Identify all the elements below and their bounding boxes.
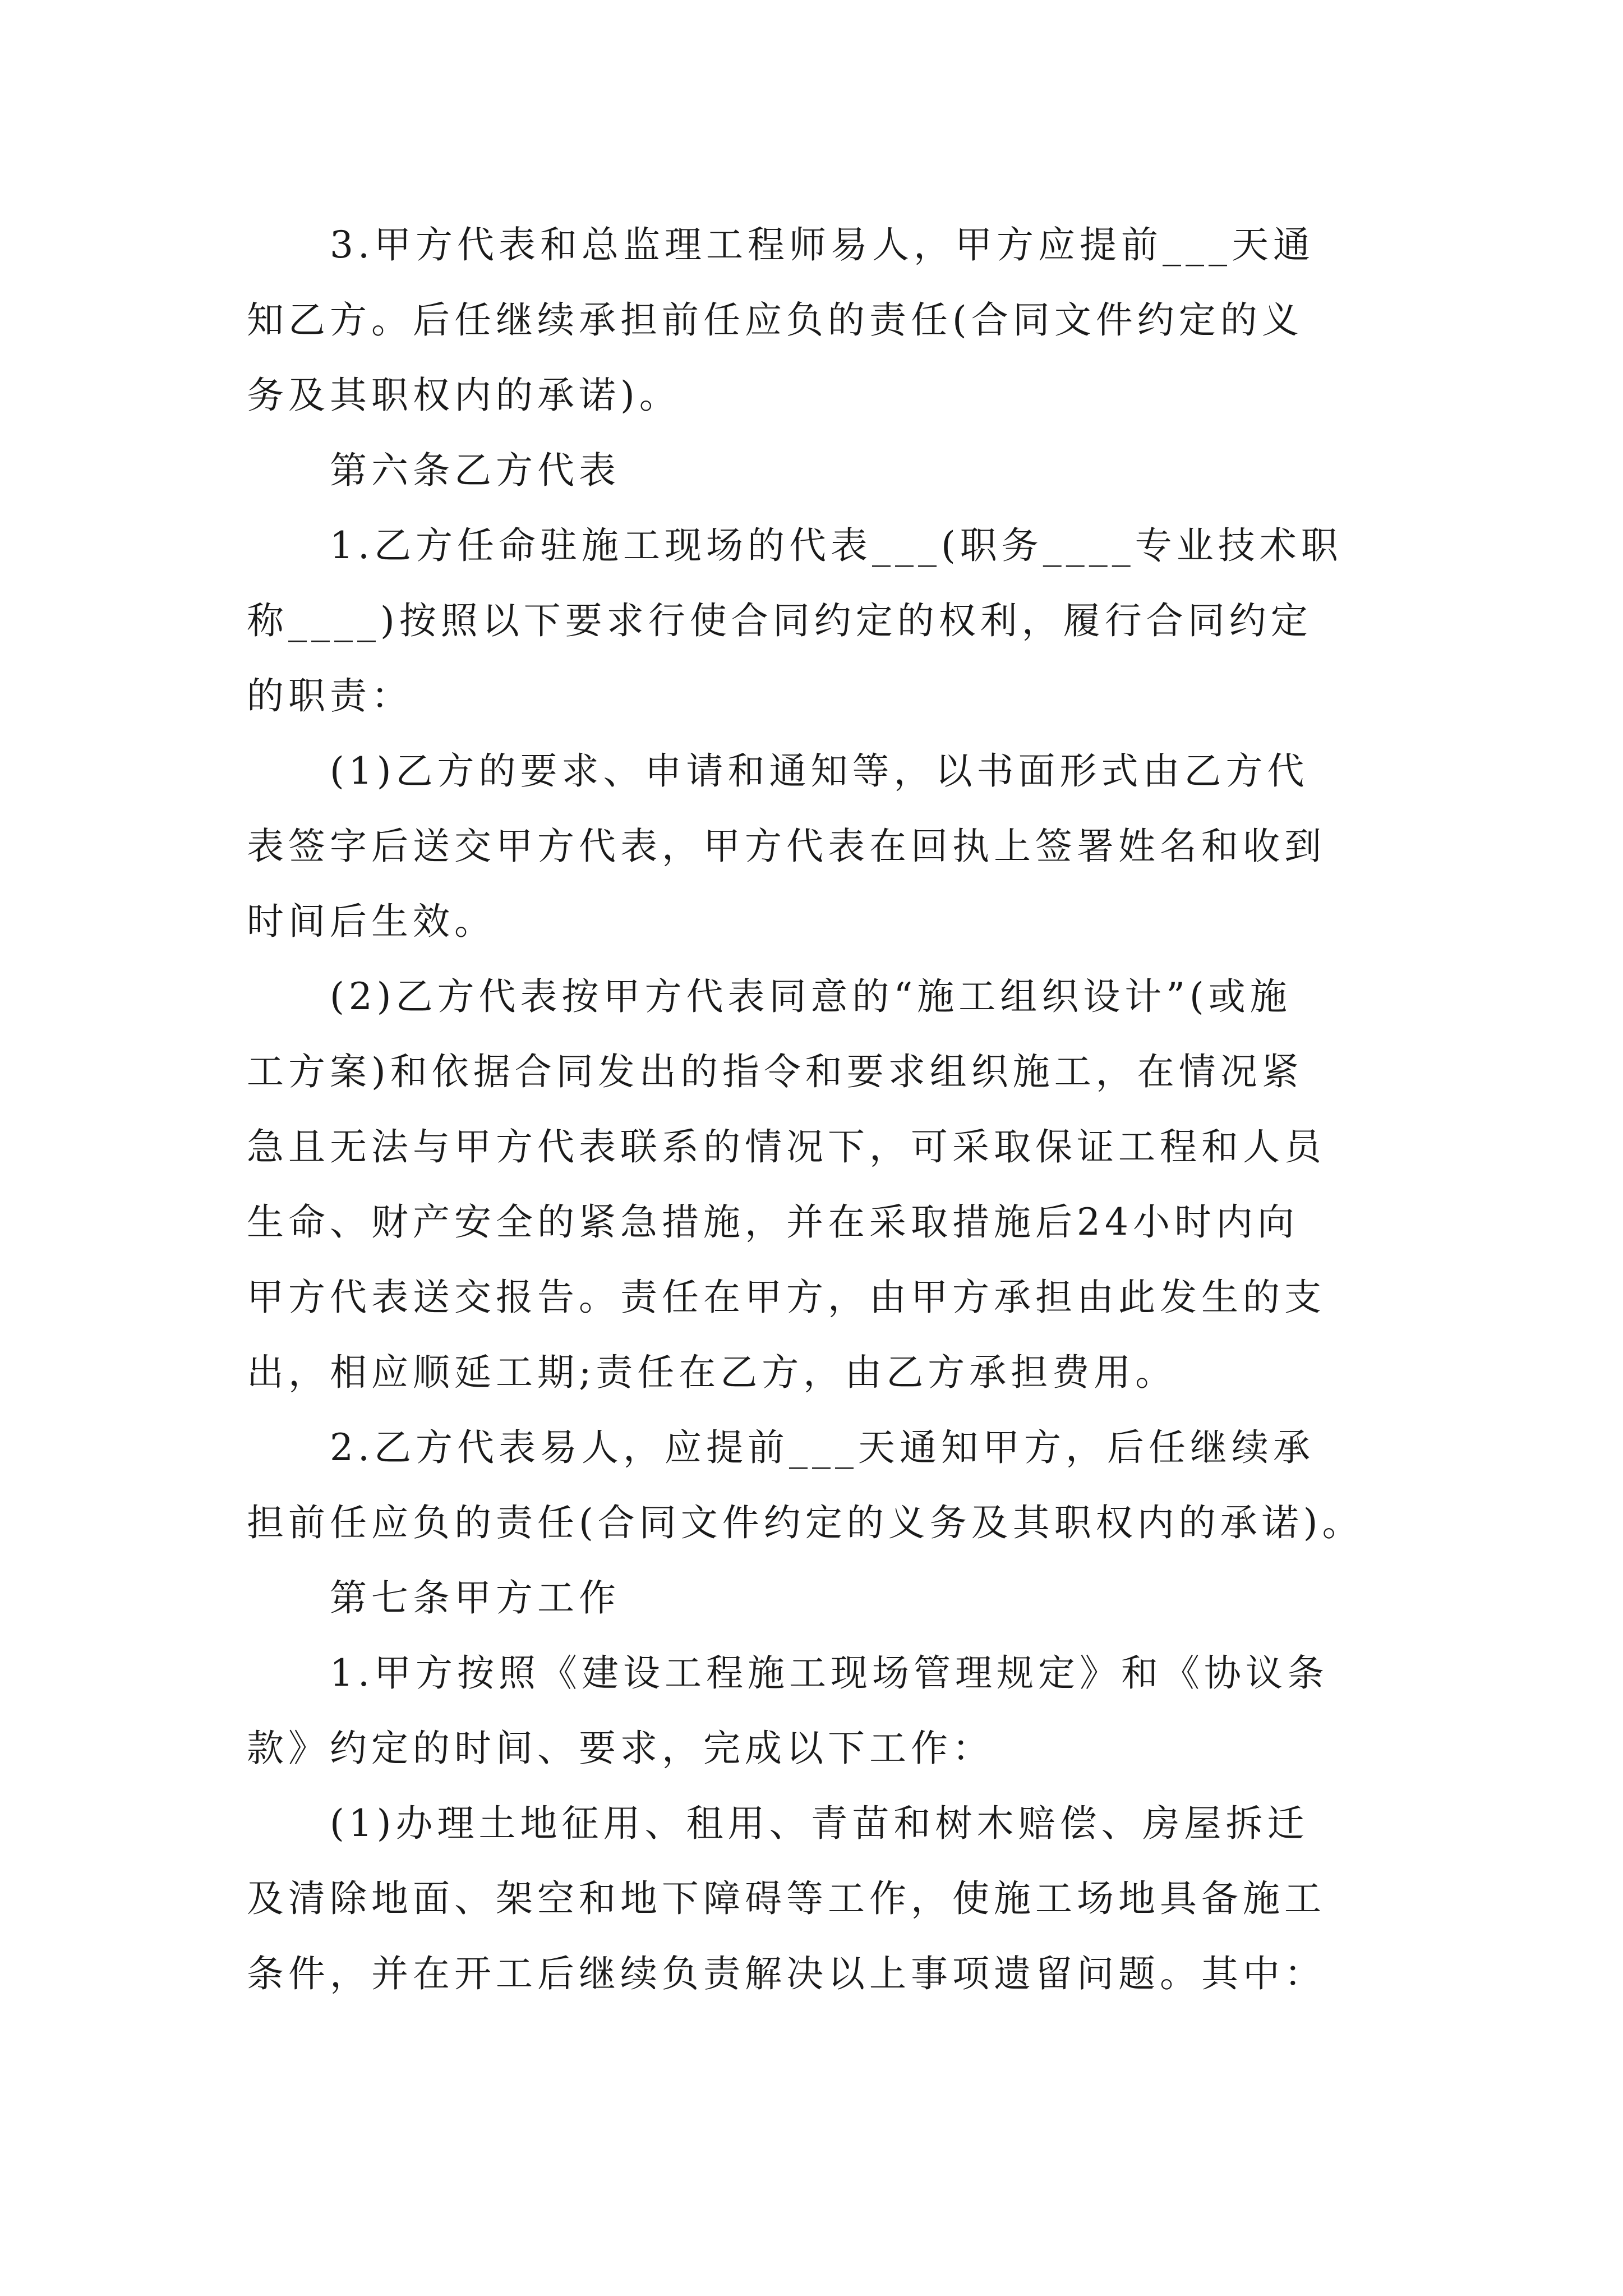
section-heading: 第六条乙方代表 [330, 449, 620, 492]
text-line: 知乙方。后任继续承担前任应负的责任(合同文件约定的义 [247, 298, 1303, 342]
text-line: (1)办理土地征用、租用、青苗和树木赔偿、房屋拆迁 [330, 1802, 1309, 1845]
text-line: 时间后生效。 [247, 900, 496, 943]
text-line: 甲方代表送交报告。责任在甲方，由甲方承担由此发生的支 [247, 1276, 1326, 1319]
text-line: 务及其职权内的承诺)。 [247, 374, 681, 417]
text-line: 及清除地面、架空和地下障碍等工作，使施工场地具备施工 [247, 1877, 1326, 1920]
text-line: 款》约定的时间、要求，完成以下工作： [247, 1727, 994, 1770]
text-line: 急且无法与甲方代表联系的情况下，可采取保证工程和人员 [247, 1125, 1326, 1168]
text-line: 3.甲方代表和总监理工程师易人，甲方应提前___天通 [330, 223, 1315, 266]
text-line: 工方案)和依据合同发出的指令和要求组织施工，在情况紧 [247, 1050, 1303, 1093]
document-body [247, 208, 1413, 2012]
text-line: 出，相应顺延工期;责任在乙方，由乙方承担费用。 [247, 1351, 1177, 1394]
text-line: 称____)按照以下要求行使合同约定的权利，履行合同约定 [247, 599, 1312, 642]
text-line: 1.乙方任命驻施工现场的代表___(职务____专业技术职 [330, 524, 1343, 567]
text-line: 的职责： [247, 674, 413, 717]
text-line: (1)乙方的要求、申请和通知等，以书面形式由乙方代 [330, 749, 1309, 793]
section-heading: 第七条甲方工作 [330, 1576, 620, 1619]
text-line: (2)乙方代表按甲方代表同意的“施工组织设计”(或施 [330, 975, 1292, 1018]
text-line: 担前任应负的责任(合同文件约定的义务及其职权内的承诺)。 [247, 1501, 1364, 1544]
text-line: 条件，并在开工后继续负责解决以上事项遗留问题。其中： [247, 1952, 1326, 1995]
text-line: 表签字后送交甲方代表，甲方代表在回执上签署姓名和收到 [247, 825, 1326, 868]
text-line: 生命、财产安全的紧急措施，并在采取措施后24小时内向 [247, 1200, 1299, 1244]
text-line: 2.乙方代表易人，应提前___天通知甲方，后任继续承 [330, 1426, 1315, 1469]
text-line: 1.甲方按照《建设工程施工现场管理规定》和《协议条 [330, 1651, 1329, 1695]
